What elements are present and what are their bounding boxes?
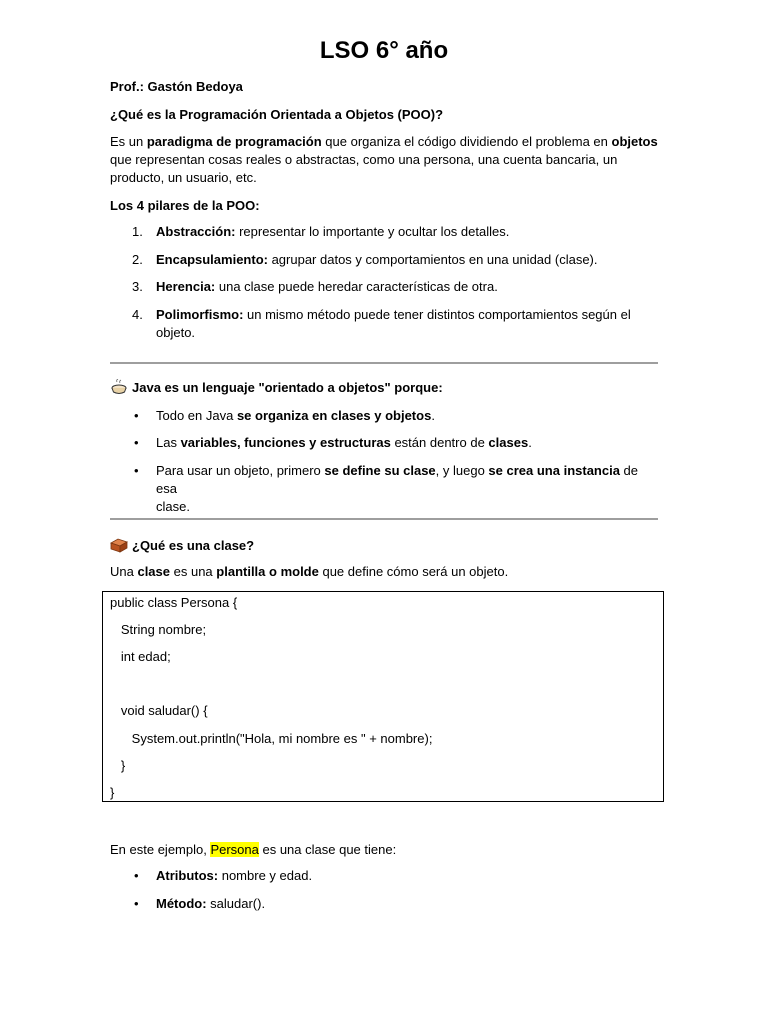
class-heading: ¿Qué es una clase? xyxy=(110,537,658,558)
code-block xyxy=(102,591,664,802)
code-line: void saludar() { xyxy=(110,703,208,718)
code-line: String nombre; xyxy=(110,622,207,637)
java-heading: Java es un lenguaje "orientado a objetos" porque: xyxy=(110,379,658,400)
code-line: public class Persona { xyxy=(110,595,238,610)
poo-intro-paragraph: Es un paradigma de programación que organiza el código dividiendo el problema en objetos que representan cosas reales o abstractas, como una persona, una cuenta bancaria, un producto, un usuario, etc. xyxy=(110,134,658,185)
class-definition: Una clase es una plantilla o molde que define cómo será un objeto. xyxy=(110,564,509,579)
code-line: } xyxy=(110,785,115,800)
code-line: int edad; xyxy=(110,649,171,664)
professor-line: Prof.: Gastón Bedoya xyxy=(110,79,243,94)
section-divider xyxy=(110,362,658,364)
brick-icon xyxy=(110,537,128,558)
code-line: System.out.println("Hola, mi nombre es " + nombre); xyxy=(110,731,433,746)
highlighted-class-name: Persona xyxy=(210,842,259,857)
example-paragraph: En este ejemplo, Persona es una clase que tiene: xyxy=(110,842,397,857)
poo-question-heading: ¿Qué es la Programación Orientada a Objetos (POO)? xyxy=(110,107,444,122)
coffee-cup-icon xyxy=(110,379,128,400)
document-page: LSO 6° año Prof.: Gastón Bedoya ¿Qué es la Programación Orientada a Objetos (POO)? Es un paradigma de programación que organiza el código dividiendo el problema en objetos que representan cosas reales o abstractas, como una persona, una cuenta bancaria, un producto, un usuario, etc. Los 4 pilares de la POO: 1. Abstracción: representar lo importante y ocultar los detalles. 2. Encapsulamiento: agrupar datos y comportamientos en una unidad (clase). 3. Herencia: una clase puede heredar características de otra. 4. Polimorfismo: un mismo método puede tener distintos comportamientos según el objeto. Java es un lenguaje "orientado a objetos" porque: • Todo en Java se organiza en clases y objetos. • Las variables, funciones y estructuras están dentro de clases. • Para usar un objeto, primero se define su clase, y luego se crea una instancia de esa clase. ¿Qué es una clase? Una clase es una plantilla o molde que define cómo será un objeto. public class Persona { String nombre; int edad; void saludar() { System.out.println("Hola, mi nombre es " + nombre); } } En este ejemplo, Persona es una clase que tiene: • Atributos: nombre y edad. • Método: saludar(). xyxy=(0,0,768,1024)
section-divider xyxy=(110,518,658,520)
code-line: } xyxy=(110,758,126,773)
pillars-heading: Los 4 pilares de la POO: xyxy=(110,198,260,213)
page-title: LSO 6° año xyxy=(319,37,449,64)
